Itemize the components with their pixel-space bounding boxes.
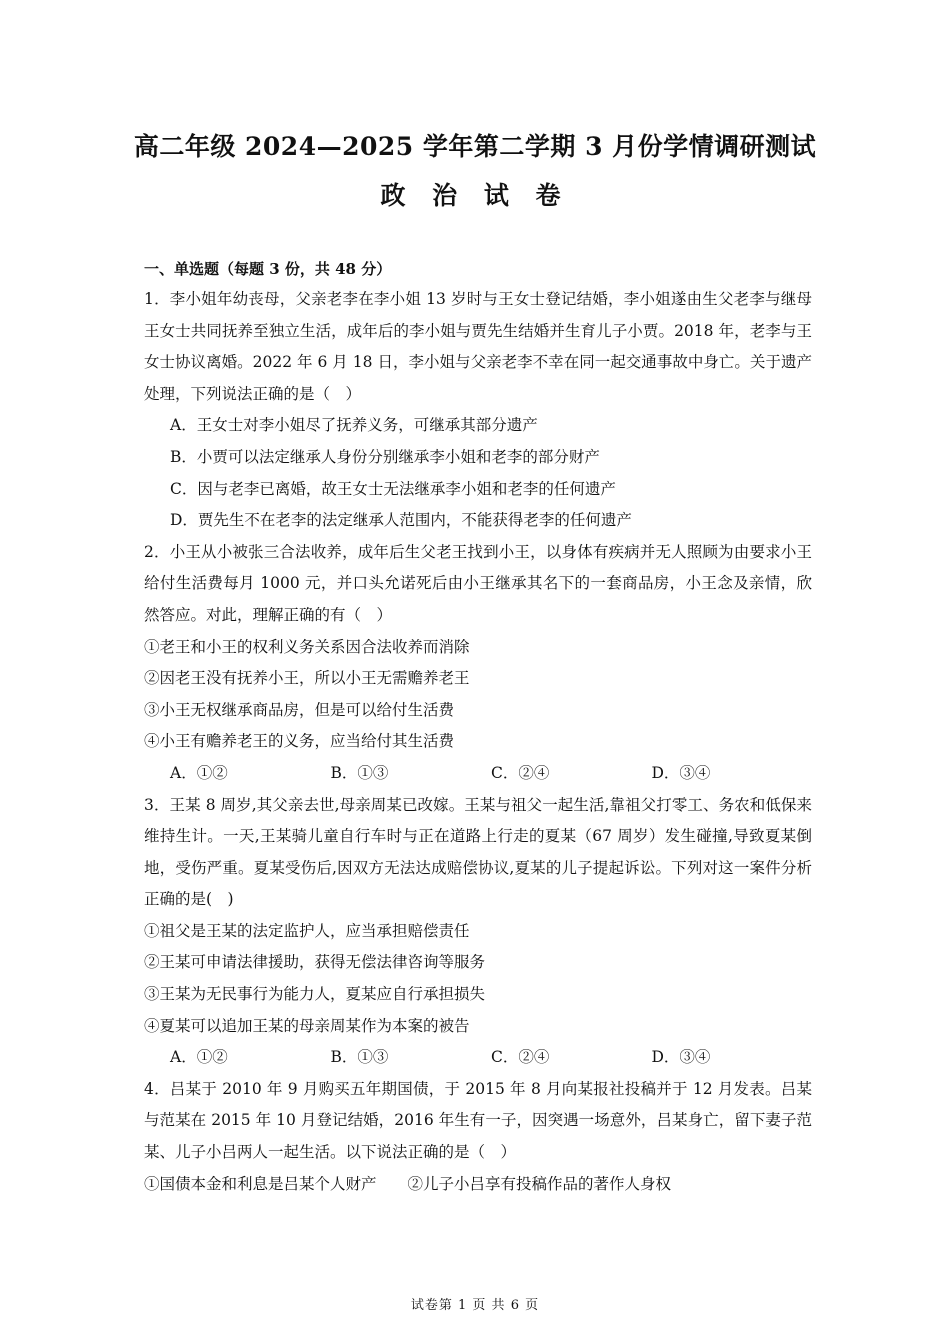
question-1-option-a: A．王女士对李小姐尽了抚养义务，可继承其部分遗产	[170, 416, 538, 435]
question-3-choices	[144, 1042, 812, 1074]
question-1-option-c: C．因与老李已离婚，故王女士无法继承李小姐和老李的任何遗产	[170, 479, 616, 498]
question-3-choice-c: C．②④	[491, 1048, 550, 1067]
question-2-choice-c: C．②④	[491, 763, 550, 782]
question-3-item-4: ④夏某可以追加王某的母亲周某作为本案的被告	[144, 1016, 470, 1035]
question-3-choice-b: B．①③	[330, 1048, 389, 1067]
question-4-stem: 4．吕某于 2010 年 9 月购买五年期国债，于 2015 年 8 月向某报社投稿并于 12 月发表。吕某与范某在 2015 年 10 月登记结婚，2016 年生有一子，因突遇一场意外，吕某身亡，留下妻子范某、儿子小吕两人一起生活。以下说法正确的是（ ）	[144, 1079, 812, 1162]
question-3-item-2: ②王某可申请法律援助，获得无偿法律咨询等服务	[144, 953, 486, 972]
section-heading: 一、单选题（每题 3 份，共 48 分）	[144, 260, 392, 278]
exam-subtitle: 政 治 试 卷	[380, 181, 570, 210]
question-2-stem: 2．小王从小被张三合法收养，成年后生父老王找到小王，以身体有疾病并无人照顾为由要求小王给付生活费每月 1000 元，并口头允诺死后由小王继承其名下的一套商品房，小王念及亲情，欣然答应。对此，理解正确的有（ ）	[144, 542, 812, 624]
question-3-choice-d: D．③④	[651, 1048, 711, 1067]
question-2-choices	[144, 758, 812, 790]
question-2-choice-a: A．①②	[170, 763, 228, 782]
question-2-item-1: ①老王和小王的权利义务关系因合法收养而消除	[144, 637, 470, 656]
question-2-item-3: ③小王无权继承商品房，但是可以给付生活费	[144, 700, 455, 719]
question-3-choice-a: A．①②	[170, 1048, 228, 1067]
question-1-option-d: D．贾先生不在老李的法定继承人范围内，不能获得老李的任何遗产	[170, 511, 632, 530]
question-2-item-2: ②因老王没有抚养小王，所以小王无需赡养老王	[144, 669, 470, 688]
page-footer: 试卷第 1 页 共 6 页	[410, 1298, 540, 1313]
exam-title: 高二年级 2024—2025 学年第二学期 3 月份学情调研测试	[133, 132, 817, 161]
question-1-stem: 1．李小姐年幼丧母，父亲老李在李小姐 13 岁时与王女士登记结婚，李小姐遂由生父老李与继母王女士共同抚养至独立生活，成年后的李小姐与贾先生结婚并生育儿子小贾。2018 年，老李与王女士协议离婚。2022 年 6 月 18 日，李小姐与父亲老李不幸在同一起交通事故中身亡。关于遗产处理，下列说法正确的是（ ）	[144, 290, 812, 403]
question-4-items: ①国债本金和利息是吕某个人财产 ②儿子小吕享有投稿作品的著作人身权	[144, 1174, 672, 1193]
question-1-option-b: B．小贾可以法定继承人身份分别继承李小姐和老李的部分财产	[170, 447, 600, 466]
question-2-choice-d: D．③④	[651, 763, 711, 782]
question-2-choice-b: B．①③	[330, 763, 389, 782]
questions-body	[144, 284, 812, 1200]
question-3-item-1: ①祖父是王某的法定监护人，应当承担赔偿责任	[144, 921, 470, 940]
question-2-item-4: ④小王有赡养老王的义务，应当给付其生活费	[144, 732, 455, 751]
question-3-stem: 3．王某 8 周岁,其父亲去世,母亲周某已改嫁。王某与祖父一起生活,靠祖父打零工、务农和低保来维持生计。一天,王某骑儿童自行车时与正在道路上行走的夏某（67 周岁）发生碰撞,导致夏某倒地，受伤严重。夏某受伤后,因双方无法达成赔偿协议,夏某的儿子提起诉讼。下列对这一案件分析正确的是( )	[144, 795, 812, 909]
question-3-item-3: ③王某为无民事行为能力人，夏某应自行承担损失	[144, 985, 486, 1004]
